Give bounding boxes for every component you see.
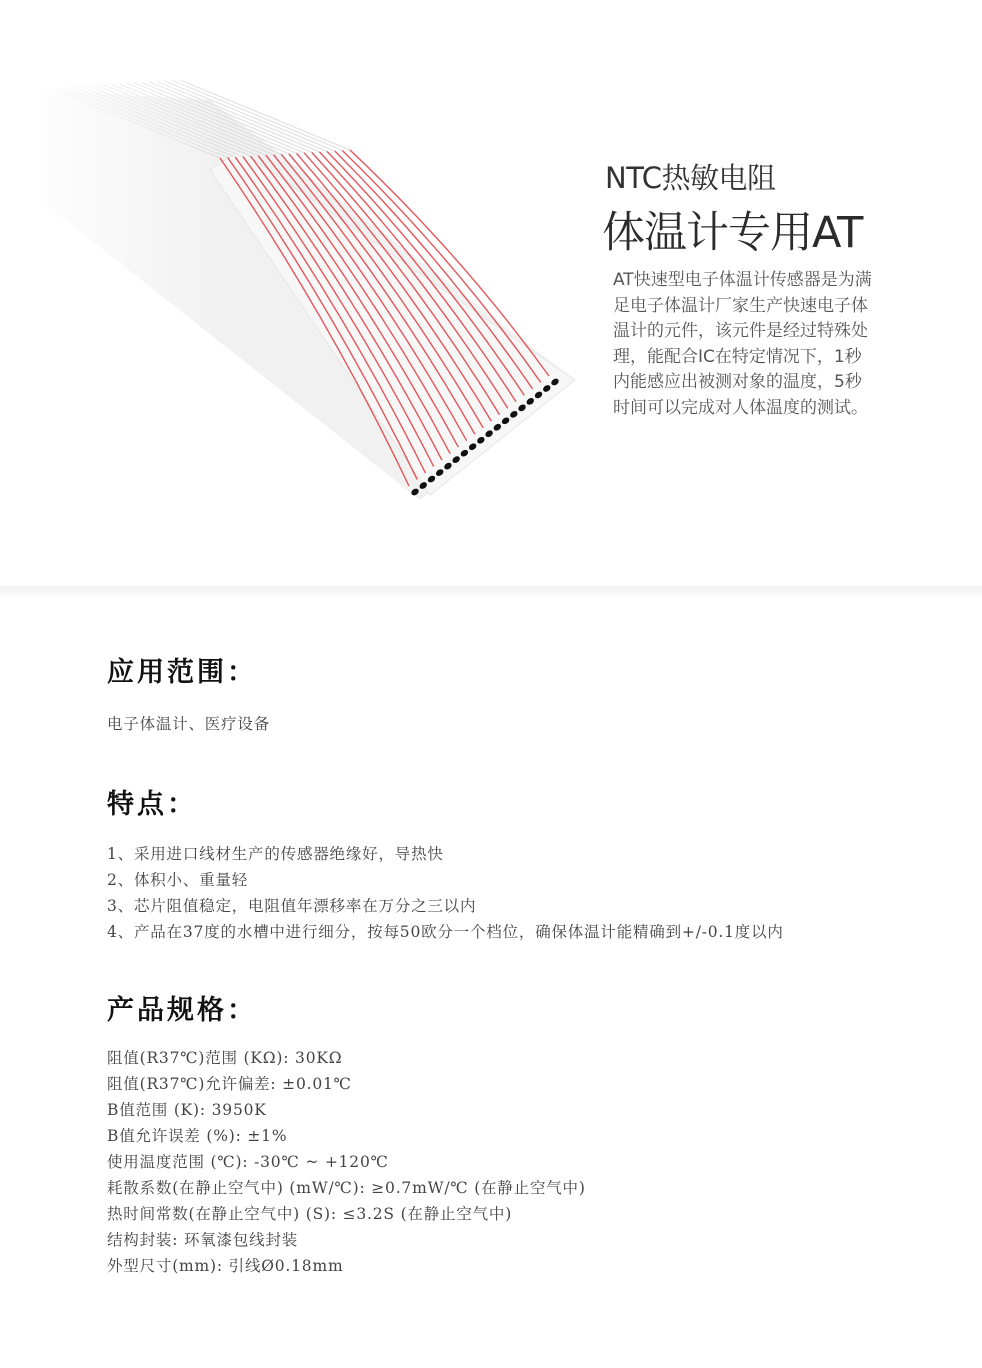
- features-section: [107, 782, 927, 945]
- feature-item: 3、芯片阻值稳定，电阻值年漂移率在万分之三以内: [107, 897, 477, 915]
- product-subtitle: NTC热敏电阻: [605, 161, 776, 195]
- section-divider: [0, 586, 982, 596]
- spec-item: 热时间常数(在静止空气中) (S): ≤3.2S (在静止空气中): [107, 1205, 513, 1223]
- spec-item: 外型尺寸(mm): 引线Ø0.18mm: [107, 1257, 344, 1275]
- spec-item: 使用温度范围 (℃): -30℃ ~ +120℃: [107, 1153, 389, 1171]
- specs-section: [107, 988, 927, 1279]
- hero-banner: [0, 0, 982, 586]
- spec-item: 结构封装: 环氧漆包线封装: [107, 1231, 299, 1249]
- feature-item: 1、采用进口线材生产的传感器绝缘好，导热快: [107, 845, 444, 863]
- application-section: [107, 650, 927, 737]
- spec-item: B值允许误差 (%): ±1%: [107, 1127, 288, 1145]
- application-text: 电子体温计、医疗设备: [107, 715, 271, 733]
- thermistor-strip-image: [20, 80, 590, 500]
- feature-item: 4、产品在37度的水槽中进行细分，按每50欧分一个档位，确保体温计能精确到+/-0.1度以内: [107, 923, 784, 941]
- specs-list: [107, 1045, 927, 1279]
- spec-item: 耗散系数(在静止空气中) (mW/℃): ≥0.7mW/℃ (在静止空气中): [107, 1179, 586, 1197]
- hero-text-block: [602, 150, 975, 421]
- feature-item: 2、体积小、重量轻: [107, 871, 249, 889]
- spec-item: 阻值(R37℃)范围 (KΩ): 30KΩ: [107, 1049, 343, 1067]
- product-title: 体温计专用AT: [602, 208, 863, 258]
- product-description: AT快速型电子体温计传感器是为满足电子体温计厂家生产快速电子体温计的元件，该元件是经过特殊处理，能配合IC在特定情况下，1秒内能感应出被测对象的温度，5秒时间可以完成对人体温度的测试。: [613, 270, 872, 418]
- application-heading: 应用范围：: [107, 657, 257, 688]
- spec-item: B值范围 (K): 3950K: [107, 1101, 267, 1119]
- features-heading: 特点：: [107, 789, 197, 820]
- specs-heading: 产品规格：: [107, 995, 257, 1026]
- spec-item: 阻值(R37℃)允许偏差: ±0.01℃: [107, 1075, 352, 1093]
- features-list: [107, 841, 927, 945]
